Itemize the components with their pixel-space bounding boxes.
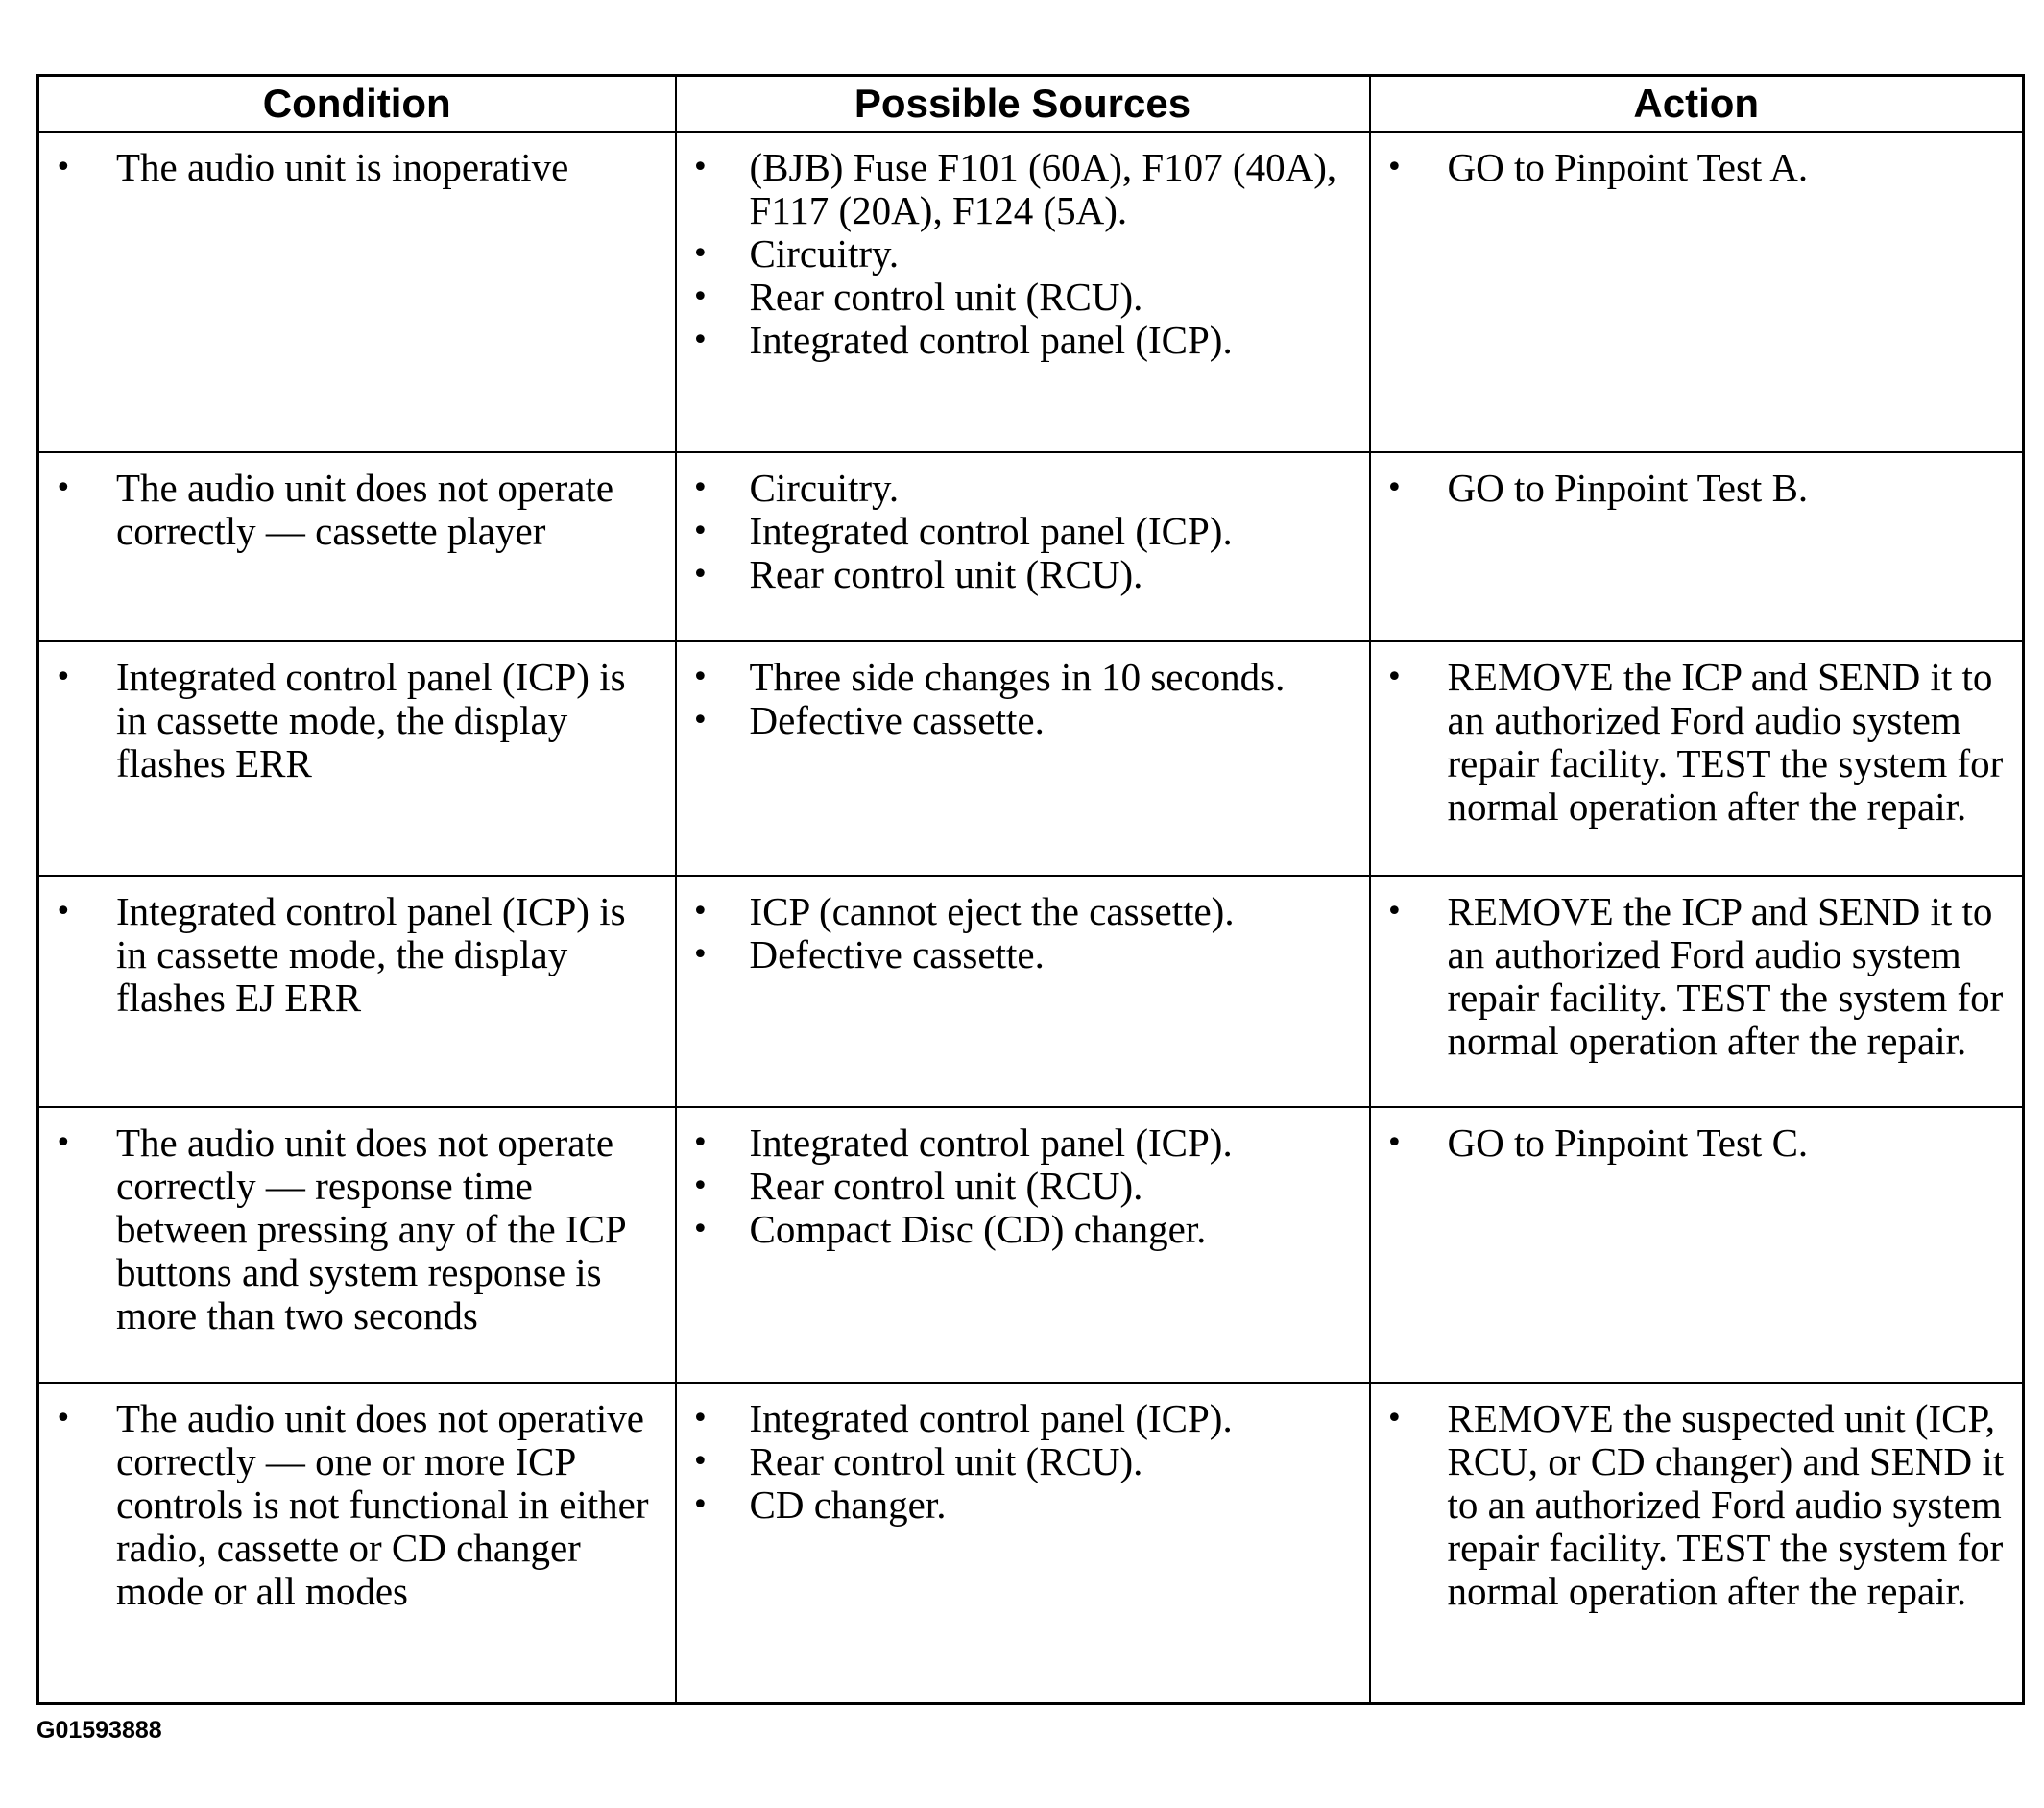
bullet-icon: • [691, 895, 709, 928]
possible-source-text: Integrated control panel (ICP). [749, 318, 1233, 362]
list-item [677, 1165, 1354, 1208]
possible-source-text: Defective cassette. [749, 698, 1045, 742]
bullet-icon: • [55, 1402, 72, 1435]
possible-source-text: Integrated control panel (ICP). [749, 509, 1233, 553]
list-item [677, 1208, 1354, 1251]
possible-source-text: Integrated control panel (ICP). [749, 1121, 1233, 1165]
list-item [1371, 1397, 2008, 1613]
list-item [677, 1397, 1354, 1440]
list-item [677, 146, 1354, 232]
bullet-icon: • [691, 471, 709, 505]
action-text: GO to Pinpoint Test C. [1447, 1121, 1809, 1165]
possible-source-text: Rear control unit (RCU). [749, 1439, 1143, 1483]
list-item [677, 699, 1354, 742]
table-row [38, 132, 2024, 452]
table-row [38, 1107, 2024, 1383]
list-item [677, 1440, 1354, 1483]
action-text: REMOVE the ICP and SEND it to an authorized Ford audio system repair facility. TEST the system for normal operation after the repair. [1447, 889, 2004, 1063]
list-item [1371, 467, 2008, 510]
table-row [38, 452, 2024, 641]
possible-source-text: CD changer. [749, 1483, 947, 1527]
list-item [39, 890, 660, 1020]
list-item [39, 146, 660, 189]
list-item [39, 1397, 660, 1613]
possible-source-list [677, 133, 1369, 370]
bullet-icon: • [691, 280, 709, 314]
possible-source-text: Circuitry. [749, 466, 900, 510]
bullet-icon: • [55, 1126, 72, 1160]
bullet-icon: • [55, 471, 72, 505]
possible-source-text: Rear control unit (RCU). [749, 275, 1143, 319]
possible-source-text: (BJB) Fuse F101 (60A), F107 (40A), F117 (20A), F124 (5A). [749, 145, 1337, 232]
list-item [677, 467, 1354, 510]
possible-source-list [677, 453, 1369, 604]
condition-text: The audio unit does not operative correctly — one or more ICP controls is not functional in either radio, cassette or CD changer mode or all modes [116, 1396, 649, 1613]
possible-source-cell [676, 641, 1370, 876]
list-item [677, 232, 1354, 276]
bullet-icon: • [691, 938, 709, 972]
action-list [1371, 642, 2023, 836]
bullet-icon: • [691, 1169, 709, 1203]
condition-cell [38, 1383, 676, 1703]
condition-list [39, 642, 675, 793]
action-cell [1370, 876, 2024, 1107]
condition-list [39, 877, 675, 1027]
possible-source-cell [676, 452, 1370, 641]
condition-text: The audio unit does not operate correctly — response time between pressing any of the ICP buttons and system response is more than two seconds [116, 1121, 626, 1338]
action-cell [1370, 641, 2024, 876]
header-condition: Condition [38, 76, 676, 133]
bullet-icon: • [1385, 151, 1404, 184]
action-list [1371, 133, 2023, 197]
condition-cell [38, 452, 676, 641]
bullet-icon: • [691, 515, 709, 548]
possible-source-text: Rear control unit (RCU). [749, 1164, 1143, 1208]
condition-list [39, 133, 675, 197]
bullet-icon: • [691, 704, 709, 737]
bullet-icon: • [691, 1445, 709, 1479]
list-item [1371, 146, 2008, 189]
action-text: REMOVE the ICP and SEND it to an authorized Ford audio system repair facility. TEST the system for normal operation after the repair. [1447, 655, 2004, 829]
action-list [1371, 877, 2023, 1071]
action-cell [1370, 452, 2024, 641]
condition-list [39, 1384, 675, 1621]
action-text: GO to Pinpoint Test B. [1447, 466, 1809, 510]
condition-list [39, 1108, 675, 1345]
header-possible-sources: Possible Sources [676, 76, 1370, 133]
bullet-icon: • [1385, 895, 1404, 928]
bullet-icon: • [1385, 471, 1404, 505]
list-item [39, 1121, 660, 1338]
list-item [1371, 656, 2008, 829]
header-action: Action [1370, 76, 2024, 133]
list-item [677, 510, 1354, 553]
list-item [677, 933, 1354, 976]
bullet-icon: • [691, 1126, 709, 1160]
list-item [677, 1121, 1354, 1165]
table-row [38, 1383, 2024, 1703]
condition-cell [38, 876, 676, 1107]
action-list [1371, 1384, 2023, 1621]
action-text: GO to Pinpoint Test A. [1447, 145, 1809, 189]
list-item [1371, 890, 2008, 1063]
condition-text: The audio unit does not operate correctly — cassette player [116, 466, 614, 553]
possible-source-text: Compact Disc (CD) changer. [749, 1207, 1207, 1251]
action-list [1371, 453, 2023, 518]
bullet-icon: • [691, 558, 709, 591]
possible-source-cell [676, 132, 1370, 452]
bullet-icon: • [691, 151, 709, 184]
bullet-icon: • [691, 1402, 709, 1435]
action-cell [1370, 132, 2024, 452]
condition-text: The audio unit is inoperative [116, 145, 569, 189]
bullet-icon: • [55, 895, 72, 928]
table-header-row [38, 76, 2024, 133]
bullet-icon: • [1385, 1402, 1404, 1435]
possible-source-list [677, 642, 1369, 750]
condition-text: Integrated control panel (ICP) is in cassette mode, the display flashes EJ ERR [116, 889, 626, 1020]
table-row [38, 641, 2024, 876]
bullet-icon: • [691, 324, 709, 357]
possible-source-text: Defective cassette. [749, 932, 1045, 976]
possible-source-cell [676, 876, 1370, 1107]
bullet-icon: • [691, 661, 709, 694]
condition-list [39, 453, 675, 561]
possible-source-list [677, 1384, 1369, 1534]
possible-source-text: Integrated control panel (ICP). [749, 1396, 1233, 1440]
list-item [1371, 1121, 2008, 1165]
table-body [38, 132, 2024, 1703]
list-item [39, 656, 660, 785]
condition-cell [38, 1107, 676, 1383]
list-item [677, 890, 1354, 933]
possible-source-list [677, 877, 1369, 984]
possible-source-cell [676, 1383, 1370, 1703]
action-cell [1370, 1107, 2024, 1383]
bullet-icon: • [1385, 1126, 1404, 1160]
bullet-icon: • [691, 237, 709, 271]
possible-source-text: ICP (cannot eject the cassette). [749, 889, 1235, 933]
possible-source-text: Circuitry. [749, 231, 900, 276]
list-item [677, 1483, 1354, 1527]
diagnosis-table [36, 74, 2025, 1705]
bullet-icon: • [55, 151, 72, 184]
bullet-icon: • [55, 661, 72, 694]
possible-source-text: Three side changes in 10 seconds. [749, 655, 1286, 699]
action-cell [1370, 1383, 2024, 1703]
list-item [677, 656, 1354, 699]
bullet-icon: • [1385, 661, 1404, 694]
action-list [1371, 1108, 2023, 1172]
bullet-icon: • [691, 1213, 709, 1246]
possible-source-text: Rear control unit (RCU). [749, 552, 1143, 596]
possible-source-list [677, 1108, 1369, 1259]
condition-cell [38, 132, 676, 452]
bullet-icon: • [691, 1488, 709, 1522]
list-item [677, 276, 1354, 319]
list-item [39, 467, 660, 553]
condition-text: Integrated control panel (ICP) is in cassette mode, the display flashes ERR [116, 655, 626, 785]
action-text: REMOVE the suspected unit (ICP, RCU, or CD changer) and SEND it to an authorized Ford audio system repair facility. TEST the system for normal operation after the repair. [1447, 1396, 2005, 1613]
figure-id: G01593888 [36, 1717, 162, 1744]
condition-cell [38, 641, 676, 876]
table-row [38, 876, 2024, 1107]
list-item [677, 319, 1354, 362]
possible-source-cell [676, 1107, 1370, 1383]
list-item [677, 553, 1354, 596]
